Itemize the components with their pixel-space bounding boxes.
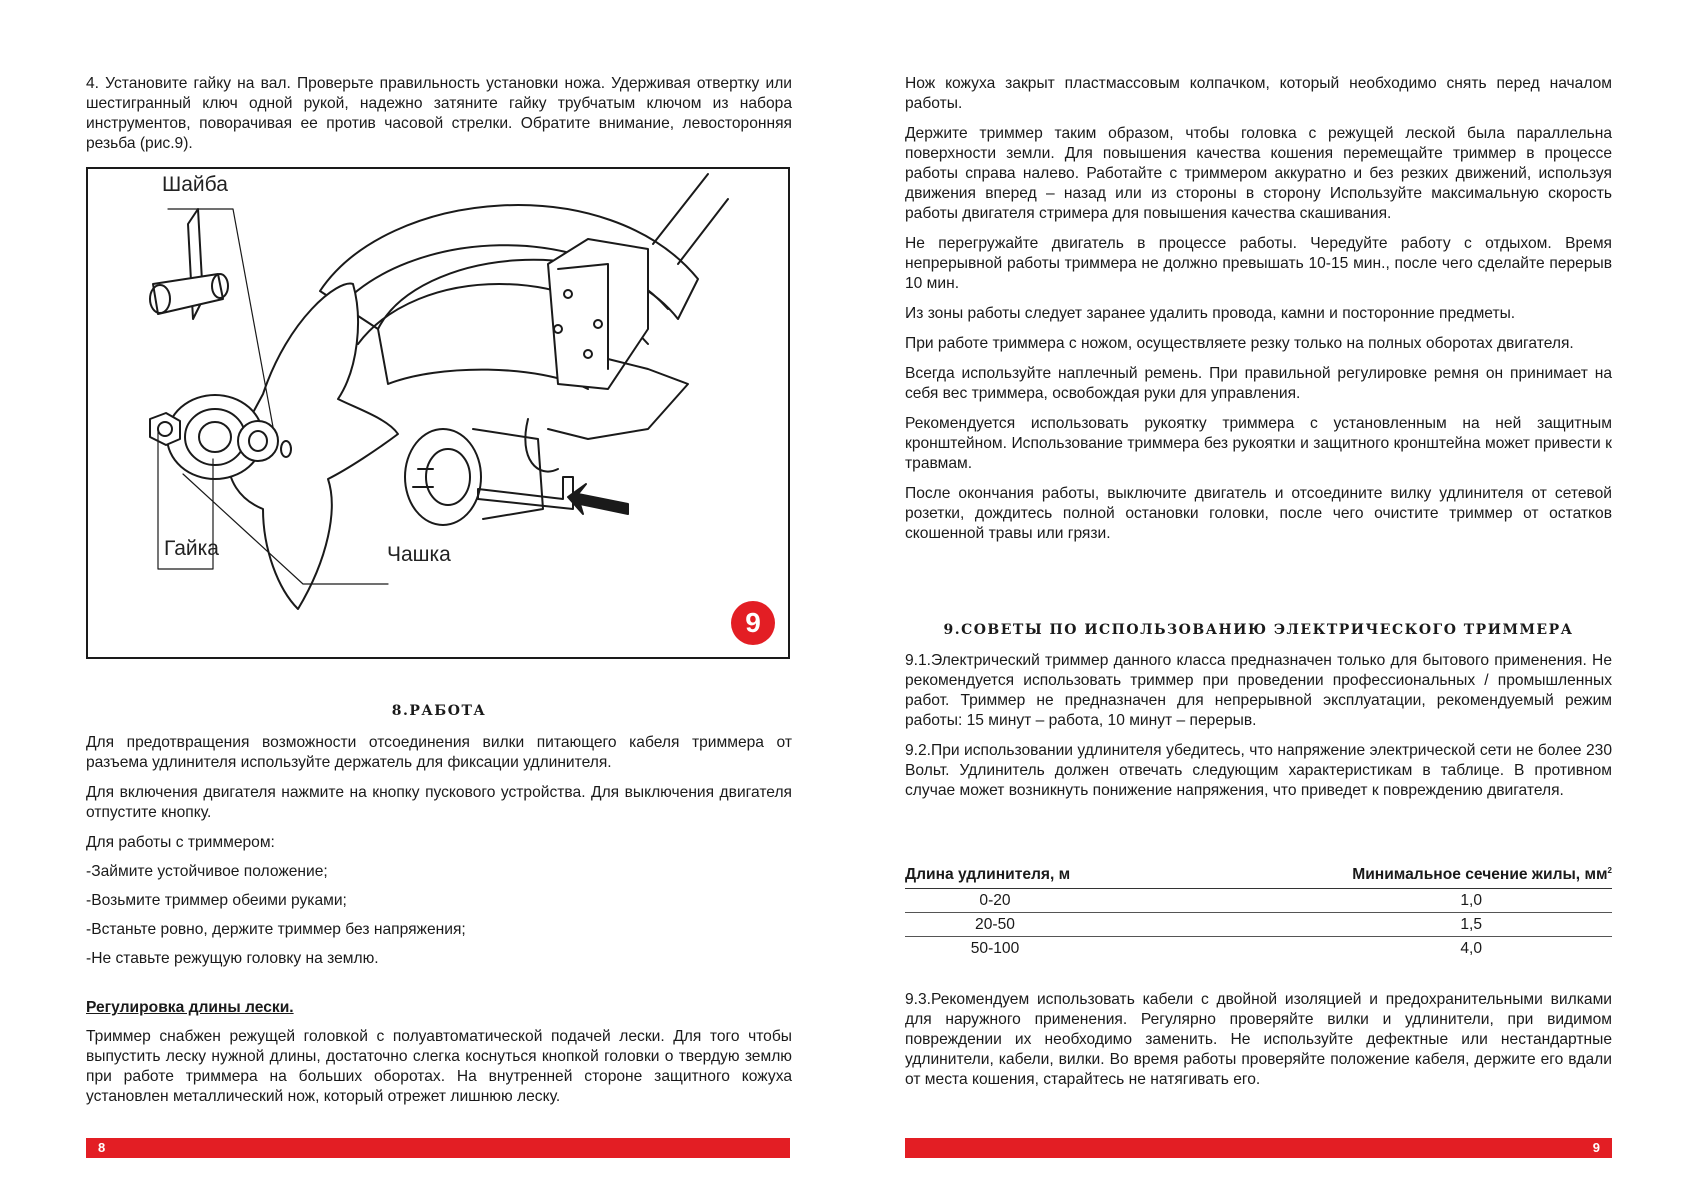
table-cell-section: 1,0 — [1085, 889, 1612, 913]
table-cell-length: 50-100 — [970, 940, 1020, 958]
section-9-title: 9.СОВЕТЫ ПО ИСПОЛЬЗОВАНИЮ ЭЛЕКТРИЧЕСКОГО ТРИММЕРА — [943, 622, 1574, 638]
section-9-p1: 9.1.Электрический триммер данного класса предназначен только для бытового применения. Не рекомендуется использовать триммер при проведении профессиональных / промышленных работ. Триммер не предназначен для непрерывной эксплуатации, рекомендуемый режим работы: 15 минут – работа, 10 минут – перерыв. — [905, 652, 1612, 729]
right-page — [905, 0, 1612, 1191]
assembly-illustration — [88, 169, 788, 657]
table-header-row — [905, 866, 1612, 889]
section-8-para: Для предотвращения возможности отсоединения вилки питающего кабеля триммера от разъема удлинителя используйте держатель для фиксации удлинителя. — [86, 734, 792, 771]
section-8 — [86, 703, 792, 719]
table-header-length: Длина удлинителя, м — [905, 866, 1085, 889]
extension-table-wrap — [905, 866, 1612, 960]
operation-para: Всегда используйте наплечный ремень. При правильной регулировке ремня он принимает на себя вес триммера, освобождая руки для управления. — [905, 365, 1612, 402]
section-9-p3-block — [905, 990, 1612, 1100]
label-washer: Шайба — [162, 173, 228, 196]
operation-para: Держите триммер таким образом, чтобы головка с режущей леской была параллельна поверхности земли. Для повышения качества кошения перемещайте триммер в процессе работы справа налево. Работайте с триммером аккуратно и без резких движений, используя движения вперед – назад или из стороны в сторону Используйте максимальную скорость работы двигателя стримера для повышения качества скашивания. — [905, 125, 1612, 222]
line-adjust-section — [86, 999, 792, 1117]
operation-para: Не перегружайте двигатель в процессе работы. Чередуйте работу с отдыхом. Время непрерывной работы триммера не должно превышать 10-15 мин., после чего сделайте перерыв 10 мин. — [905, 235, 1612, 292]
section-9-p3: 9.3.Рекомендуем использовать кабели с двойной изоляцией и предохранительными вилками для наружного применения. Регулярно проверяйте вилки и удлинители, при видимом повреждении их необходимо заменить. Не используйте дефектные или нестандартные удлинители, кабели, вилки. Во время работы проверяйте положение кабеля, держите его вдали от места кошения, старайтесь не натягивать его. — [905, 991, 1612, 1088]
operation-para: Нож кожуха закрыт пластмассовым колпачком, который необходимо снять перед началом работы. — [905, 75, 1612, 112]
page-footer-bar — [905, 1138, 1612, 1158]
section-8-para: Для работы с триммером: — [86, 834, 275, 851]
table-cell-length: 0-20 — [905, 889, 1085, 913]
operation-para: При работе триммера с ножом, осуществляете резку только на полных оборотах двигателя. — [905, 335, 1574, 352]
section-8-title: 8.РАБОТА — [391, 703, 487, 719]
figure-9 — [86, 167, 790, 659]
page-number: 8 — [98, 1140, 106, 1155]
left-page — [86, 0, 792, 1191]
section-8-list-item: -Не ставьте режущую головку на землю. — [86, 950, 379, 967]
table-row — [905, 937, 1612, 961]
table-cell-length: 20-50 — [905, 913, 1085, 937]
section-9-body — [905, 651, 1612, 811]
section-9-p2: 9.2.При использовании удлинителя убедитесь, что напряжение электрической сети не более 230 Вольт. Удлинитель должен отвечать следующим характеристикам в таблице. В противном случае может возникнуть понижение напряжения, что приведет к повреждению двигателя. — [905, 742, 1612, 799]
section-9 — [905, 622, 1612, 638]
line-adjust-title: Регулировка длины лески. — [86, 999, 294, 1016]
operation-para: После окончания работы, выключите двигатель и отсоедините вилку удлинителя от сетевой розетки, дождитесь полной остановки головки, после чего очистите триммер от остатков скошенной травы или грязи. — [905, 485, 1612, 542]
table-row — [905, 889, 1612, 913]
section-8-list-item: -Встаньте ровно, держите триммер без напряжения; — [86, 921, 466, 938]
operation-para: Из зоны работы следует заранее удалить провода, камни и посторонние предметы. — [905, 305, 1516, 322]
page-footer-bar — [86, 1138, 790, 1158]
extension-cable-table — [905, 866, 1612, 960]
label-nut: Гайка — [164, 537, 219, 560]
operation-para: Рекомендуется использовать рукоятку триммера с установленным на ней защитным кронштейном. Использование триммера без рукоятки и защитного кронштейна может привести к травмам. — [905, 415, 1612, 472]
table-cell-section: 1,5 — [1085, 913, 1612, 937]
section-8-list-item: -Возьмите триммер обеими руками; — [86, 892, 347, 909]
table-header-section: Минимальное сечение жилы, $мм^2$ — [1085, 866, 1612, 889]
section-8-list-item: -Займите устойчивое положение; — [86, 863, 328, 880]
section-8-body — [86, 733, 792, 978]
table-row — [905, 913, 1612, 937]
figure-number-badge: 9 — [731, 601, 775, 645]
step4-text: 4. Установите гайку на вал. Проверьте правильность установки ножа. Удерживая отвертку или шестигранный ключ одной рукой, надежно затяните гайку трубчатым ключом из набора инструментов, поворачивая ее против часовой стрелки. Обратите внимание, левосторонняя резьба (рис.9). — [86, 75, 792, 152]
table-cell-section: 4,0 — [1460, 940, 1482, 958]
label-cup: Чашка — [387, 543, 451, 566]
step4-block — [86, 74, 792, 164]
page-number: 9 — [1592, 1140, 1600, 1155]
operation-notes — [905, 74, 1612, 554]
section-8-para: Для включения двигателя нажмите на кнопку пускового устройства. Для выключения двигателя отпустите кнопку. — [86, 784, 792, 821]
line-adjust-text: Триммер снабжен режущей головкой с полуавтоматической подачей лески. Для того чтобы выпустить леску нужной длины, достаточно слегка коснуться кнопкой головки о твердую землю при работе триммера на больших оборотах. На внутренней стороне защитного кожуха установлен металлический нож, который отрежет лишнюю леску. — [86, 1028, 792, 1105]
